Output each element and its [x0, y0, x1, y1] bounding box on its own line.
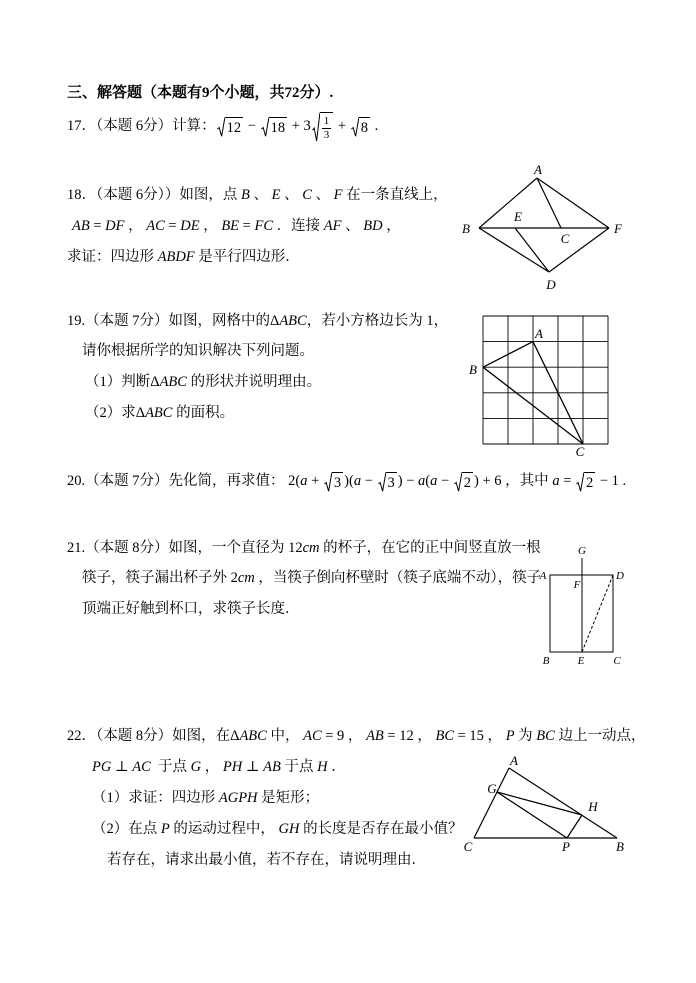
text-run: ， — [124, 218, 147, 235]
radicand: 18 — [269, 117, 288, 137]
q18-figure — [455, 160, 630, 300]
radicand: 8 — [359, 117, 370, 137]
fraction-numerator: 1 — [323, 114, 330, 127]
text-run: + — [334, 118, 350, 135]
math-variable: AC — [303, 728, 322, 745]
math-variable: FC — [254, 218, 273, 235]
math-variable: G — [190, 759, 202, 776]
text-run: = 12 ， — [383, 728, 436, 745]
radical-sign — [261, 117, 269, 137]
math-variable: P — [505, 728, 515, 745]
square-root — [312, 112, 334, 142]
math-variable: H — [317, 759, 328, 776]
math-variable: BC — [435, 728, 454, 745]
square-root — [351, 117, 370, 137]
q21-label-b: B — [542, 655, 550, 667]
q18-label-e: E — [514, 209, 522, 224]
q19-label-c: C — [575, 444, 585, 459]
math-variable: AC — [132, 759, 151, 776]
q18-label-a: A — [534, 162, 542, 177]
text-run: = — [559, 473, 575, 490]
math-variable: DF — [105, 218, 125, 235]
text-run: 的长度是否存在最小值？ — [299, 821, 463, 838]
q20-line-1 — [67, 470, 626, 494]
text-run: 21.（本题 8分）如图，一个直径为 12 — [67, 540, 303, 557]
text-run: 若存在，请求出最小值，若不存在，请说明理由． — [107, 852, 426, 869]
text-run: 18．（本题 6分））如图，点 — [67, 187, 241, 204]
text-run: 是平行四边形． — [194, 249, 300, 266]
q18-segment-bd — [479, 228, 549, 272]
radical-sign — [217, 117, 225, 137]
text-run: 的形状并说明理由。 — [186, 374, 322, 391]
q22-triangle-figure — [455, 752, 630, 857]
math-variable: PG — [92, 759, 112, 776]
text-run: 于点 — [280, 759, 318, 776]
text-run: ， — [201, 759, 223, 776]
q18-segment-af — [537, 178, 609, 228]
square-root — [324, 472, 343, 492]
q22-line-4 — [92, 819, 463, 841]
text-run: − 1 . — [596, 473, 627, 490]
text-run: ) + 6 ，其中 — [474, 473, 553, 490]
text-run: 为 — [514, 728, 537, 745]
math-variable: BC — [536, 728, 555, 745]
text-run: 17．（本题 6分）计算： — [67, 118, 216, 135]
math-variable: a — [300, 473, 308, 490]
fraction — [322, 114, 332, 142]
q22-line-2 — [92, 757, 346, 779]
q18-segment-ed — [515, 228, 549, 272]
text-run: 的运动过程中， — [169, 821, 279, 838]
math-variable: F — [333, 187, 343, 204]
text-run: . — [370, 118, 379, 135]
text-run: ．连接 — [273, 218, 324, 235]
text-run: 中， — [266, 728, 304, 745]
radicand: 3 — [332, 472, 343, 492]
math-variable: C — [302, 187, 312, 204]
text-run: = — [239, 218, 255, 235]
text-run: 请你根据所学的知识解决下列问题。 — [82, 343, 314, 360]
text-run: 、 — [311, 187, 334, 204]
text-run: = 15 ， — [454, 728, 506, 745]
math-variable: BD — [363, 218, 383, 235]
q18-label-c: C — [560, 231, 570, 246]
q19-label-b: B — [469, 362, 477, 377]
math-variable: GH — [278, 821, 300, 838]
q18-label-f: F — [614, 221, 622, 236]
math-variable: AB — [72, 218, 90, 235]
q22-segment-gh — [497, 792, 582, 815]
q22-segment-ab — [509, 768, 617, 838]
q22-label-p: P — [562, 839, 570, 854]
q18-line-1 — [67, 185, 448, 207]
q22-label-c: C — [463, 839, 473, 854]
text-run: 的杯子，在它的正中间竖直放一根 — [319, 540, 541, 557]
math-variable: BE — [221, 218, 240, 235]
text-run: = 9 ， — [321, 728, 367, 745]
q21-line-1 — [67, 538, 541, 560]
square-root — [261, 117, 288, 137]
text-run: 、 — [280, 187, 303, 204]
text-run: 筷子，筷子漏出杯子外 2 — [82, 570, 238, 587]
math-variable: E — [271, 187, 281, 204]
radicand: 2 — [584, 472, 595, 492]
q19-line-2 — [82, 341, 314, 363]
q21-label-g: G — [578, 545, 586, 557]
square-root — [576, 472, 595, 492]
math-variable: cm — [237, 570, 255, 587]
radicand: 12 — [225, 117, 244, 137]
text-run: ，若小方格边长为 1， — [306, 313, 449, 330]
q21-label-a: A — [539, 570, 547, 582]
text-run: − — [361, 473, 377, 490]
q22-line-1 — [67, 726, 645, 748]
q19-label-a: A — [535, 326, 543, 341]
text-run: 于点 — [150, 759, 191, 776]
math-variable: ABC — [159, 374, 187, 391]
radicand: 2 — [462, 472, 473, 492]
text-run: （1）求证：四边形 — [92, 790, 219, 807]
text-run: ． — [327, 759, 346, 776]
q22-label-a: A — [510, 753, 518, 768]
math-variable: AB — [263, 759, 281, 776]
math-variable: ABC — [279, 313, 307, 330]
text-run: 顶端正好触到杯口，求筷子长度． — [82, 601, 300, 618]
text-run: ⊥ — [242, 759, 264, 776]
radical-sign — [454, 472, 462, 492]
q18-line-3 — [67, 247, 300, 269]
text-run: ⊥ — [111, 759, 133, 776]
q21-label-c: C — [613, 655, 621, 667]
q22-line-5 — [107, 850, 426, 872]
text-run: )( — [344, 473, 354, 490]
text-run: ( — [425, 473, 431, 490]
q21-cup-figure — [535, 540, 630, 670]
q21-label-f: F — [573, 579, 581, 591]
square-root — [378, 472, 397, 492]
text-run: + 3 — [288, 118, 311, 135]
radicand: 3 — [386, 472, 397, 492]
text-run: ， — [382, 218, 401, 235]
math-variable: B — [241, 187, 250, 204]
section-title: 三、解答题（本题有9个小题，共72分）. — [67, 85, 334, 101]
math-variable: cm — [302, 540, 320, 557]
text-run: 边上一动点， — [554, 728, 646, 745]
text-run: = — [89, 218, 106, 235]
q18-line-2 — [72, 216, 401, 238]
math-variable: AB — [366, 728, 384, 745]
text-run: ，当筷子倒向杯壁时（筷子底端不动），筷子 — [254, 570, 542, 587]
q18-segment-ac — [537, 178, 561, 228]
q19-line-1 — [67, 311, 448, 333]
text-run: ) − — [397, 473, 419, 490]
fraction-denominator: 3 — [323, 128, 330, 141]
text-run: 的面积。 — [172, 405, 235, 422]
text-run: + — [307, 473, 323, 490]
math-variable: P — [160, 821, 170, 838]
radical-sign — [312, 112, 320, 142]
q22-label-b: B — [616, 839, 624, 854]
q18-label-b: B — [462, 221, 470, 236]
text-run: = — [164, 218, 181, 235]
q19-line-3 — [85, 372, 321, 394]
text-run: 、 — [249, 187, 272, 204]
text-run: 20.（本题 7分）先化简，再求值： 2( — [67, 473, 301, 490]
q21-line-2 — [82, 568, 541, 590]
text-run: （2）在点 — [92, 821, 161, 838]
math-variable: AC — [146, 218, 165, 235]
math-variable: DE — [180, 218, 200, 235]
q22-segment-ac — [474, 768, 509, 838]
text-run: − — [244, 118, 260, 135]
text-run: 22．（本题 8分）如图，在Δ — [67, 728, 240, 745]
radical-sign — [378, 472, 386, 492]
math-variable: a — [552, 473, 560, 490]
q21-chopstick-tilted — [582, 575, 613, 652]
q18-label-d: D — [546, 277, 556, 292]
radical-sign — [576, 472, 584, 492]
math-variable: a — [353, 473, 362, 490]
text-run: （2）求Δ — [85, 405, 146, 422]
text-run: − — [437, 473, 453, 490]
text-run: （1）判断Δ — [85, 374, 160, 391]
math-variable: AGPH — [218, 790, 258, 807]
q19-line-4 — [85, 403, 234, 425]
math-variable: ABDF — [157, 249, 195, 266]
q22-line-3 — [92, 788, 319, 810]
radicand — [320, 112, 334, 142]
q22-label-g: G — [487, 781, 497, 796]
radical-sign — [324, 472, 332, 492]
math-variable: a — [430, 473, 438, 490]
radical-sign — [351, 117, 359, 137]
q19-grid — [483, 316, 608, 444]
q22-label-h: H — [588, 799, 598, 814]
math-variable: PH — [222, 759, 243, 776]
text-run: 是矩形； — [257, 790, 320, 807]
square-root — [217, 117, 244, 137]
text-run: 、 — [341, 218, 364, 235]
text-run: 在一条直线上， — [342, 187, 448, 204]
math-variable: ABC — [145, 405, 173, 422]
q18-segment-df — [549, 228, 609, 272]
math-variable: ABC — [239, 728, 267, 745]
q21-label-d: D — [616, 570, 624, 582]
q19-grid-figure — [465, 310, 615, 460]
math-variable: a — [418, 473, 426, 490]
math-variable: AF — [323, 218, 342, 235]
text-run: 19.（本题 7分）如图，网格中的Δ — [67, 313, 280, 330]
q21-label-e: E — [577, 655, 585, 667]
text-run: 求证：四边形 — [67, 249, 158, 266]
q21-line-3 — [82, 599, 300, 621]
q22-segment-hp — [567, 815, 582, 838]
square-root — [454, 472, 473, 492]
text-run: ， — [199, 218, 222, 235]
q18-segment-ab — [479, 178, 537, 228]
q17-line-1 — [67, 110, 378, 144]
